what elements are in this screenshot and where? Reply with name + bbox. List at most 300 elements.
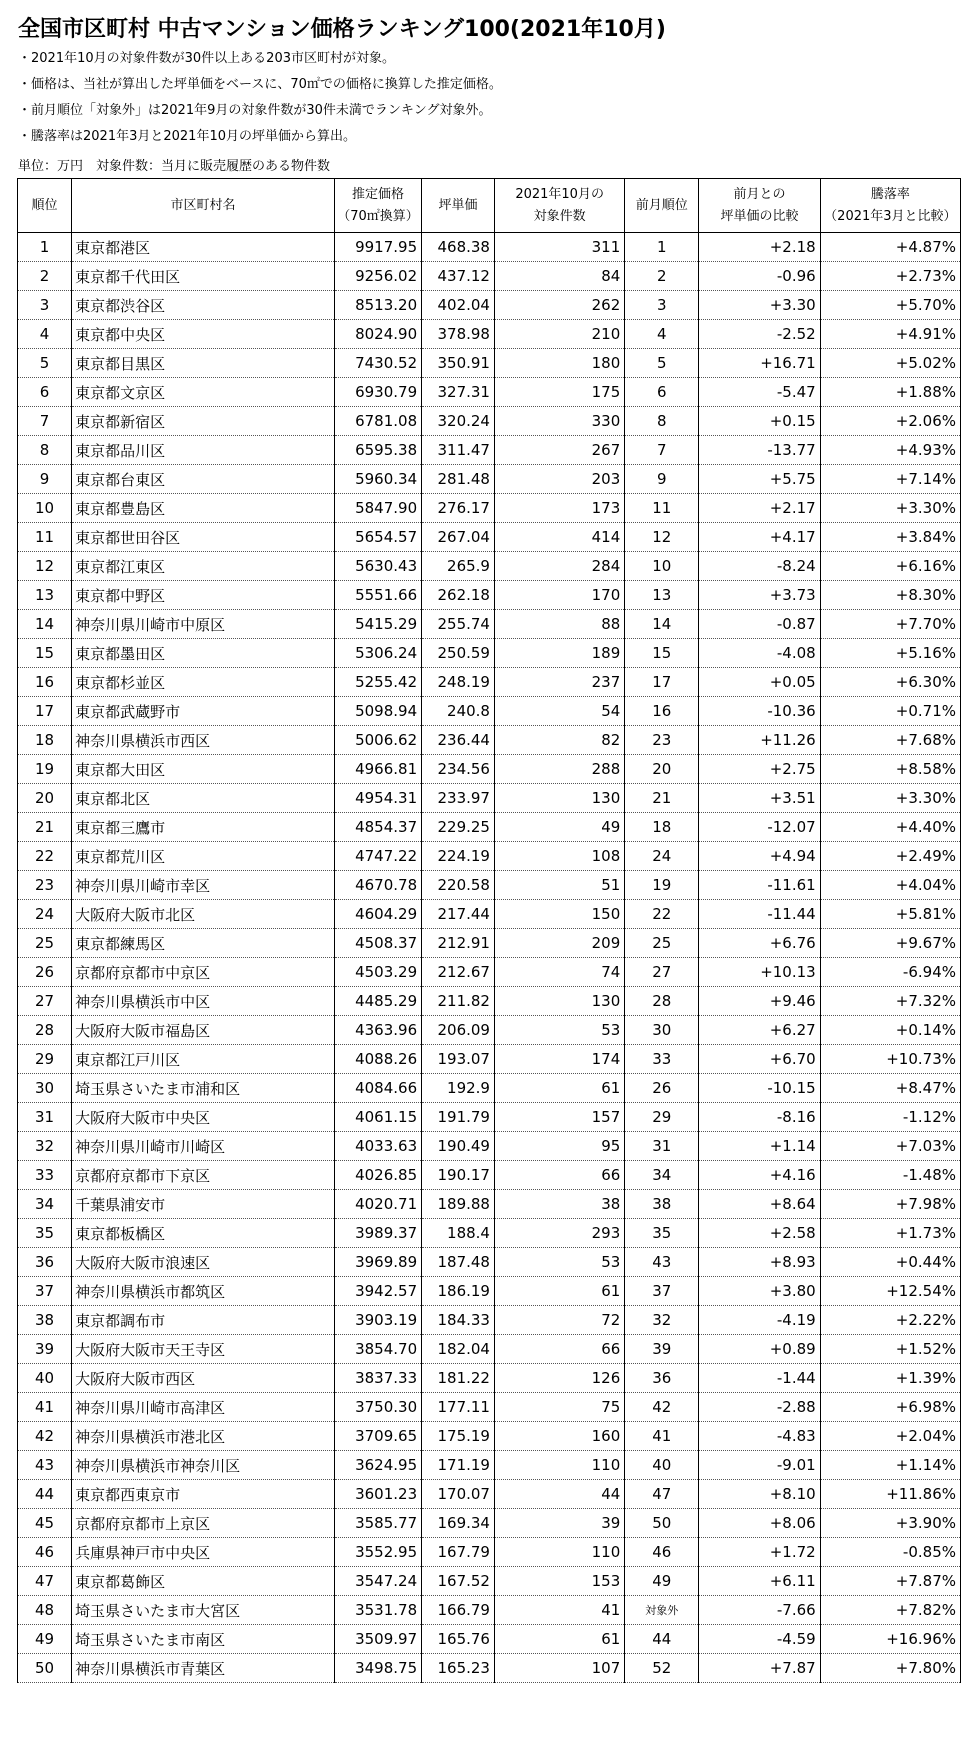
- table-row: [18, 1480, 961, 1509]
- cell-price: 4854.37: [334, 813, 421, 842]
- cell-tsubo: 402.04: [422, 291, 495, 320]
- cell-diff: +6.70: [699, 1045, 820, 1074]
- cell-price: 3854.70: [334, 1335, 421, 1364]
- cell-tsubo: 248.19: [422, 668, 495, 697]
- cell-tsubo: 350.91: [422, 349, 495, 378]
- cell-rank: 28: [18, 1016, 72, 1045]
- cell-count: 173: [494, 494, 624, 523]
- cell-diff: -7.66: [699, 1596, 820, 1625]
- cell-diff: +8.64: [699, 1190, 820, 1219]
- table-row: [18, 871, 961, 900]
- cell-rate: +2.22%: [820, 1306, 960, 1335]
- header-price: 推定価格 （70㎡換算）: [334, 179, 421, 233]
- cell-rank: 10: [18, 494, 72, 523]
- cell-price: 6930.79: [334, 378, 421, 407]
- cell-count: 262: [494, 291, 624, 320]
- cell-name: 東京都品川区: [72, 436, 335, 465]
- table-row: [18, 1335, 961, 1364]
- cell-rate: +4.40%: [820, 813, 960, 842]
- cell-tsubo: 212.67: [422, 958, 495, 987]
- cell-price: 5255.42: [334, 668, 421, 697]
- cell-name: 神奈川県川崎市川崎区: [72, 1132, 335, 1161]
- table-body: [18, 233, 961, 1683]
- cell-prev-rank: 33: [625, 1045, 699, 1074]
- cell-rank: 42: [18, 1422, 72, 1451]
- cell-rank: 43: [18, 1451, 72, 1480]
- cell-rank: 14: [18, 610, 72, 639]
- cell-rank: 38: [18, 1306, 72, 1335]
- cell-price: 4503.29: [334, 958, 421, 987]
- cell-prev-rank: 23: [625, 726, 699, 755]
- cell-tsubo: 229.25: [422, 813, 495, 842]
- page-title: 全国市区町村 中古マンション価格ランキング100(2021年10月): [18, 17, 666, 42]
- cell-count: 330: [494, 407, 624, 436]
- cell-name: 大阪府大阪市北区: [72, 900, 335, 929]
- cell-count: 237: [494, 668, 624, 697]
- cell-prev-rank: 27: [625, 958, 699, 987]
- cell-rate: +6.30%: [820, 668, 960, 697]
- cell-name: 大阪府大阪市西区: [72, 1364, 335, 1393]
- table-row: [18, 1567, 961, 1596]
- cell-price: 4026.85: [334, 1161, 421, 1190]
- cell-prev-rank: 52: [625, 1654, 699, 1683]
- cell-price: 3531.78: [334, 1596, 421, 1625]
- cell-count: 284: [494, 552, 624, 581]
- cell-tsubo: 281.48: [422, 465, 495, 494]
- cell-tsubo: 255.74: [422, 610, 495, 639]
- cell-tsubo: 191.79: [422, 1103, 495, 1132]
- cell-diff: -1.44: [699, 1364, 820, 1393]
- cell-price: 9256.02: [334, 262, 421, 291]
- unit-line: 単位：万円 対象件数：当月に販売履歴のある物件数: [18, 159, 331, 174]
- cell-count: 157: [494, 1103, 624, 1132]
- cell-name: 東京都調布市: [72, 1306, 335, 1335]
- table-row: [18, 1393, 961, 1422]
- cell-count: 74: [494, 958, 624, 987]
- cell-rate: +3.30%: [820, 784, 960, 813]
- cell-count: 175: [494, 378, 624, 407]
- cell-count: 61: [494, 1625, 624, 1654]
- cell-name: 埼玉県さいたま市南区: [72, 1625, 335, 1654]
- cell-rate: +7.82%: [820, 1596, 960, 1625]
- cell-prev-rank: 9: [625, 465, 699, 494]
- cell-name: 東京都江東区: [72, 552, 335, 581]
- cell-diff: -11.44: [699, 900, 820, 929]
- cell-count: 108: [494, 842, 624, 871]
- cell-name: 東京都三鷹市: [72, 813, 335, 842]
- cell-rate: +7.80%: [820, 1654, 960, 1683]
- table-row: [18, 1190, 961, 1219]
- header-rank: 順位: [18, 179, 72, 233]
- table-row: [18, 1074, 961, 1103]
- cell-prev-rank: 29: [625, 1103, 699, 1132]
- cell-rank: 49: [18, 1625, 72, 1654]
- cell-tsubo: 211.82: [422, 987, 495, 1016]
- cell-count: 110: [494, 1451, 624, 1480]
- cell-price: 6595.38: [334, 436, 421, 465]
- cell-rate: +12.54%: [820, 1277, 960, 1306]
- cell-count: 414: [494, 523, 624, 552]
- table-row: [18, 958, 961, 987]
- cell-count: 51: [494, 871, 624, 900]
- table-row: [18, 320, 961, 349]
- cell-count: 150: [494, 900, 624, 929]
- cell-diff: -10.36: [699, 697, 820, 726]
- cell-tsubo: 311.47: [422, 436, 495, 465]
- cell-diff: -5.47: [699, 378, 820, 407]
- cell-price: 4670.78: [334, 871, 421, 900]
- cell-rate: +4.87%: [820, 233, 960, 262]
- cell-tsubo: 327.31: [422, 378, 495, 407]
- cell-prev-rank: 3: [625, 291, 699, 320]
- table-row: [18, 1625, 961, 1654]
- cell-rank: 31: [18, 1103, 72, 1132]
- notes-list: [18, 46, 502, 150]
- cell-name: 東京都荒川区: [72, 842, 335, 871]
- cell-tsubo: 233.97: [422, 784, 495, 813]
- cell-diff: +3.73: [699, 581, 820, 610]
- cell-diff: +1.14: [699, 1132, 820, 1161]
- cell-price: 3903.19: [334, 1306, 421, 1335]
- table-row: [18, 494, 961, 523]
- note-item: ・価格は、当社が算出した坪単価をベースに、70㎡での価格に換算した推定価格。: [18, 77, 502, 92]
- table-row: [18, 668, 961, 697]
- cell-rank: 36: [18, 1248, 72, 1277]
- cell-diff: +6.76: [699, 929, 820, 958]
- table-row: [18, 784, 961, 813]
- table-row: [18, 1016, 961, 1045]
- cell-name: 神奈川県横浜市神奈川区: [72, 1451, 335, 1480]
- cell-tsubo: 250.59: [422, 639, 495, 668]
- cell-rate: -0.85%: [820, 1538, 960, 1567]
- cell-tsubo: 262.18: [422, 581, 495, 610]
- table-row: [18, 900, 961, 929]
- note-item: ・2021年10月の対象件数が30件以上ある203市区町村が対象。: [18, 51, 395, 66]
- cell-prev-rank: 8: [625, 407, 699, 436]
- table-row: [18, 1538, 961, 1567]
- cell-name: 神奈川県横浜市港北区: [72, 1422, 335, 1451]
- cell-rate: +7.14%: [820, 465, 960, 494]
- cell-price: 3585.77: [334, 1509, 421, 1538]
- cell-count: 189: [494, 639, 624, 668]
- cell-name: 神奈川県横浜市都筑区: [72, 1277, 335, 1306]
- cell-tsubo: 165.23: [422, 1654, 495, 1683]
- cell-price: 4966.81: [334, 755, 421, 784]
- cell-prev-rank: 7: [625, 436, 699, 465]
- table-row: [18, 987, 961, 1016]
- table-row: [18, 1248, 961, 1277]
- cell-count: 95: [494, 1132, 624, 1161]
- cell-price: 3601.23: [334, 1480, 421, 1509]
- cell-count: 160: [494, 1422, 624, 1451]
- cell-rank: 22: [18, 842, 72, 871]
- cell-tsubo: 188.4: [422, 1219, 495, 1248]
- cell-price: 3750.30: [334, 1393, 421, 1422]
- cell-price: 3709.65: [334, 1422, 421, 1451]
- cell-tsubo: 224.19: [422, 842, 495, 871]
- cell-prev-rank: 13: [625, 581, 699, 610]
- cell-rank: 47: [18, 1567, 72, 1596]
- cell-tsubo: 177.11: [422, 1393, 495, 1422]
- cell-tsubo: 265.9: [422, 552, 495, 581]
- cell-name: 神奈川県横浜市青葉区: [72, 1654, 335, 1683]
- cell-diff: -4.08: [699, 639, 820, 668]
- cell-price: 3837.33: [334, 1364, 421, 1393]
- cell-rate: +5.81%: [820, 900, 960, 929]
- cell-rate: +1.73%: [820, 1219, 960, 1248]
- cell-price: 5847.90: [334, 494, 421, 523]
- cell-rank: 26: [18, 958, 72, 987]
- cell-rank: 17: [18, 697, 72, 726]
- cell-tsubo: 189.88: [422, 1190, 495, 1219]
- cell-tsubo: 468.38: [422, 233, 495, 262]
- table-row: [18, 929, 961, 958]
- cell-tsubo: 437.12: [422, 262, 495, 291]
- cell-rate: +5.02%: [820, 349, 960, 378]
- cell-prev-rank: 24: [625, 842, 699, 871]
- cell-tsubo: 193.07: [422, 1045, 495, 1074]
- header-diff: 前月との 坪単価の比較: [699, 179, 820, 233]
- cell-diff: +3.80: [699, 1277, 820, 1306]
- cell-diff: +2.75: [699, 755, 820, 784]
- cell-price: 3969.89: [334, 1248, 421, 1277]
- cell-name: 神奈川県横浜市中区: [72, 987, 335, 1016]
- cell-count: 38: [494, 1190, 624, 1219]
- header-prev-rank: 前月順位: [625, 179, 699, 233]
- cell-name: 東京都練馬区: [72, 929, 335, 958]
- cell-rate: +2.73%: [820, 262, 960, 291]
- cell-name: 神奈川県横浜市西区: [72, 726, 335, 755]
- cell-rate: +4.91%: [820, 320, 960, 349]
- cell-diff: +3.30: [699, 291, 820, 320]
- cell-count: 110: [494, 1538, 624, 1567]
- table-row: [18, 610, 961, 639]
- cell-rank: 40: [18, 1364, 72, 1393]
- cell-rate: +16.96%: [820, 1625, 960, 1654]
- cell-name: 京都府京都市下京区: [72, 1161, 335, 1190]
- cell-prev-rank: 2: [625, 262, 699, 291]
- cell-tsubo: 166.79: [422, 1596, 495, 1625]
- cell-diff: -13.77: [699, 436, 820, 465]
- cell-diff: -4.59: [699, 1625, 820, 1654]
- cell-name: 東京都武蔵野市: [72, 697, 335, 726]
- cell-rate: +2.06%: [820, 407, 960, 436]
- table-row: [18, 1132, 961, 1161]
- cell-rate: +8.47%: [820, 1074, 960, 1103]
- cell-price: 7430.52: [334, 349, 421, 378]
- cell-diff: +3.51: [699, 784, 820, 813]
- cell-tsubo: 169.34: [422, 1509, 495, 1538]
- cell-diff: +7.87: [699, 1654, 820, 1683]
- cell-prev-rank: 35: [625, 1219, 699, 1248]
- cell-name: 神奈川県川崎市中原区: [72, 610, 335, 639]
- cell-count: 75: [494, 1393, 624, 1422]
- cell-rank: 8: [18, 436, 72, 465]
- cell-tsubo: 236.44: [422, 726, 495, 755]
- cell-rank: 20: [18, 784, 72, 813]
- cell-rank: 39: [18, 1335, 72, 1364]
- cell-rank: 41: [18, 1393, 72, 1422]
- cell-count: 84: [494, 262, 624, 291]
- cell-rate: +8.58%: [820, 755, 960, 784]
- cell-name: 東京都渋谷区: [72, 291, 335, 320]
- cell-count: 107: [494, 1654, 624, 1683]
- cell-rank: 7: [18, 407, 72, 436]
- cell-prev-rank: 42: [625, 1393, 699, 1422]
- cell-rank: 11: [18, 523, 72, 552]
- cell-diff: -2.52: [699, 320, 820, 349]
- cell-rate: -1.48%: [820, 1161, 960, 1190]
- cell-rate: +7.70%: [820, 610, 960, 639]
- cell-diff: -10.15: [699, 1074, 820, 1103]
- cell-prev-rank: 22: [625, 900, 699, 929]
- cell-name: 東京都千代田区: [72, 262, 335, 291]
- cell-diff: +8.93: [699, 1248, 820, 1277]
- table-row: [18, 378, 961, 407]
- cell-prev-rank: 47: [625, 1480, 699, 1509]
- cell-prev-rank: 14: [625, 610, 699, 639]
- cell-rank: 25: [18, 929, 72, 958]
- table-row: [18, 1103, 961, 1132]
- table-row: [18, 581, 961, 610]
- table-row: [18, 1422, 961, 1451]
- cell-rank: 29: [18, 1045, 72, 1074]
- cell-price: 4747.22: [334, 842, 421, 871]
- cell-diff: +11.26: [699, 726, 820, 755]
- cell-name: 東京都新宿区: [72, 407, 335, 436]
- table-row: [18, 436, 961, 465]
- cell-tsubo: 240.8: [422, 697, 495, 726]
- cell-diff: +0.89: [699, 1335, 820, 1364]
- cell-prev-rank: 34: [625, 1161, 699, 1190]
- cell-prev-rank: 31: [625, 1132, 699, 1161]
- cell-diff: -4.19: [699, 1306, 820, 1335]
- cell-price: 5006.62: [334, 726, 421, 755]
- cell-diff: +1.72: [699, 1538, 820, 1567]
- cell-diff: +2.18: [699, 233, 820, 262]
- cell-diff: -0.87: [699, 610, 820, 639]
- cell-rate: +6.98%: [820, 1393, 960, 1422]
- cell-tsubo: 184.33: [422, 1306, 495, 1335]
- table-row: [18, 465, 961, 494]
- cell-rank: 34: [18, 1190, 72, 1219]
- cell-count: 66: [494, 1335, 624, 1364]
- cell-rank: 2: [18, 262, 72, 291]
- cell-tsubo: 192.9: [422, 1074, 495, 1103]
- cell-rate: -6.94%: [820, 958, 960, 987]
- cell-rate: +1.39%: [820, 1364, 960, 1393]
- cell-rank: 45: [18, 1509, 72, 1538]
- cell-prev-rank: 50: [625, 1509, 699, 1538]
- cell-name: 東京都目黒区: [72, 349, 335, 378]
- ranking-table: [17, 178, 961, 1683]
- cell-count: 39: [494, 1509, 624, 1538]
- cell-name: 大阪府大阪市天王寺区: [72, 1335, 335, 1364]
- cell-rank: 13: [18, 581, 72, 610]
- cell-price: 3498.75: [334, 1654, 421, 1683]
- cell-rank: 4: [18, 320, 72, 349]
- cell-diff: +0.05: [699, 668, 820, 697]
- cell-prev-rank: 21: [625, 784, 699, 813]
- cell-rank: 6: [18, 378, 72, 407]
- cell-rank: 35: [18, 1219, 72, 1248]
- cell-rate: +1.88%: [820, 378, 960, 407]
- table-row: [18, 697, 961, 726]
- cell-price: 3989.37: [334, 1219, 421, 1248]
- cell-prev-rank: 15: [625, 639, 699, 668]
- cell-rank: 24: [18, 900, 72, 929]
- cell-rate: +6.16%: [820, 552, 960, 581]
- cell-rate: +0.44%: [820, 1248, 960, 1277]
- cell-name: 東京都墨田区: [72, 639, 335, 668]
- table-row: [18, 1161, 961, 1190]
- cell-price: 5098.94: [334, 697, 421, 726]
- cell-count: 293: [494, 1219, 624, 1248]
- cell-diff: +8.06: [699, 1509, 820, 1538]
- table-row: [18, 262, 961, 291]
- cell-rank: 21: [18, 813, 72, 842]
- cell-price: 3552.95: [334, 1538, 421, 1567]
- header-rate: 騰落率 （2021年3月と比較）: [820, 179, 960, 233]
- table-header-row: [18, 179, 961, 233]
- cell-price: 9917.95: [334, 233, 421, 262]
- cell-prev-rank: 26: [625, 1074, 699, 1103]
- cell-diff: +0.15: [699, 407, 820, 436]
- cell-diff: +4.16: [699, 1161, 820, 1190]
- cell-count: 61: [494, 1277, 624, 1306]
- cell-count: 130: [494, 987, 624, 1016]
- cell-rate: +3.90%: [820, 1509, 960, 1538]
- cell-rate: +4.93%: [820, 436, 960, 465]
- table-row: [18, 1509, 961, 1538]
- cell-diff: +5.75: [699, 465, 820, 494]
- cell-name: 大阪府大阪市福島区: [72, 1016, 335, 1045]
- cell-tsubo: 212.91: [422, 929, 495, 958]
- cell-name: 東京都中央区: [72, 320, 335, 349]
- cell-diff: -11.61: [699, 871, 820, 900]
- cell-count: 288: [494, 755, 624, 784]
- cell-rate: +0.14%: [820, 1016, 960, 1045]
- cell-rank: 33: [18, 1161, 72, 1190]
- cell-count: 54: [494, 697, 624, 726]
- cell-prev-rank: 46: [625, 1538, 699, 1567]
- cell-name: 千葉県浦安市: [72, 1190, 335, 1219]
- cell-rate: +7.87%: [820, 1567, 960, 1596]
- cell-prev-rank: 44: [625, 1625, 699, 1654]
- cell-rate: +1.52%: [820, 1335, 960, 1364]
- cell-price: 4485.29: [334, 987, 421, 1016]
- cell-count: 61: [494, 1074, 624, 1103]
- cell-price: 3624.95: [334, 1451, 421, 1480]
- cell-tsubo: 165.76: [422, 1625, 495, 1654]
- cell-price: 4084.66: [334, 1074, 421, 1103]
- cell-tsubo: 267.04: [422, 523, 495, 552]
- cell-price: 3509.97: [334, 1625, 421, 1654]
- cell-count: 209: [494, 929, 624, 958]
- cell-prev-rank: 対象外: [625, 1596, 699, 1625]
- cell-rank: 9: [18, 465, 72, 494]
- cell-name: 神奈川県川崎市幸区: [72, 871, 335, 900]
- cell-price: 3942.57: [334, 1277, 421, 1306]
- cell-diff: +8.10: [699, 1480, 820, 1509]
- table-row: [18, 639, 961, 668]
- cell-name: 東京都台東区: [72, 465, 335, 494]
- cell-name: 東京都文京区: [72, 378, 335, 407]
- cell-tsubo: 276.17: [422, 494, 495, 523]
- cell-tsubo: 190.49: [422, 1132, 495, 1161]
- cell-diff: -4.83: [699, 1422, 820, 1451]
- cell-rank: 46: [18, 1538, 72, 1567]
